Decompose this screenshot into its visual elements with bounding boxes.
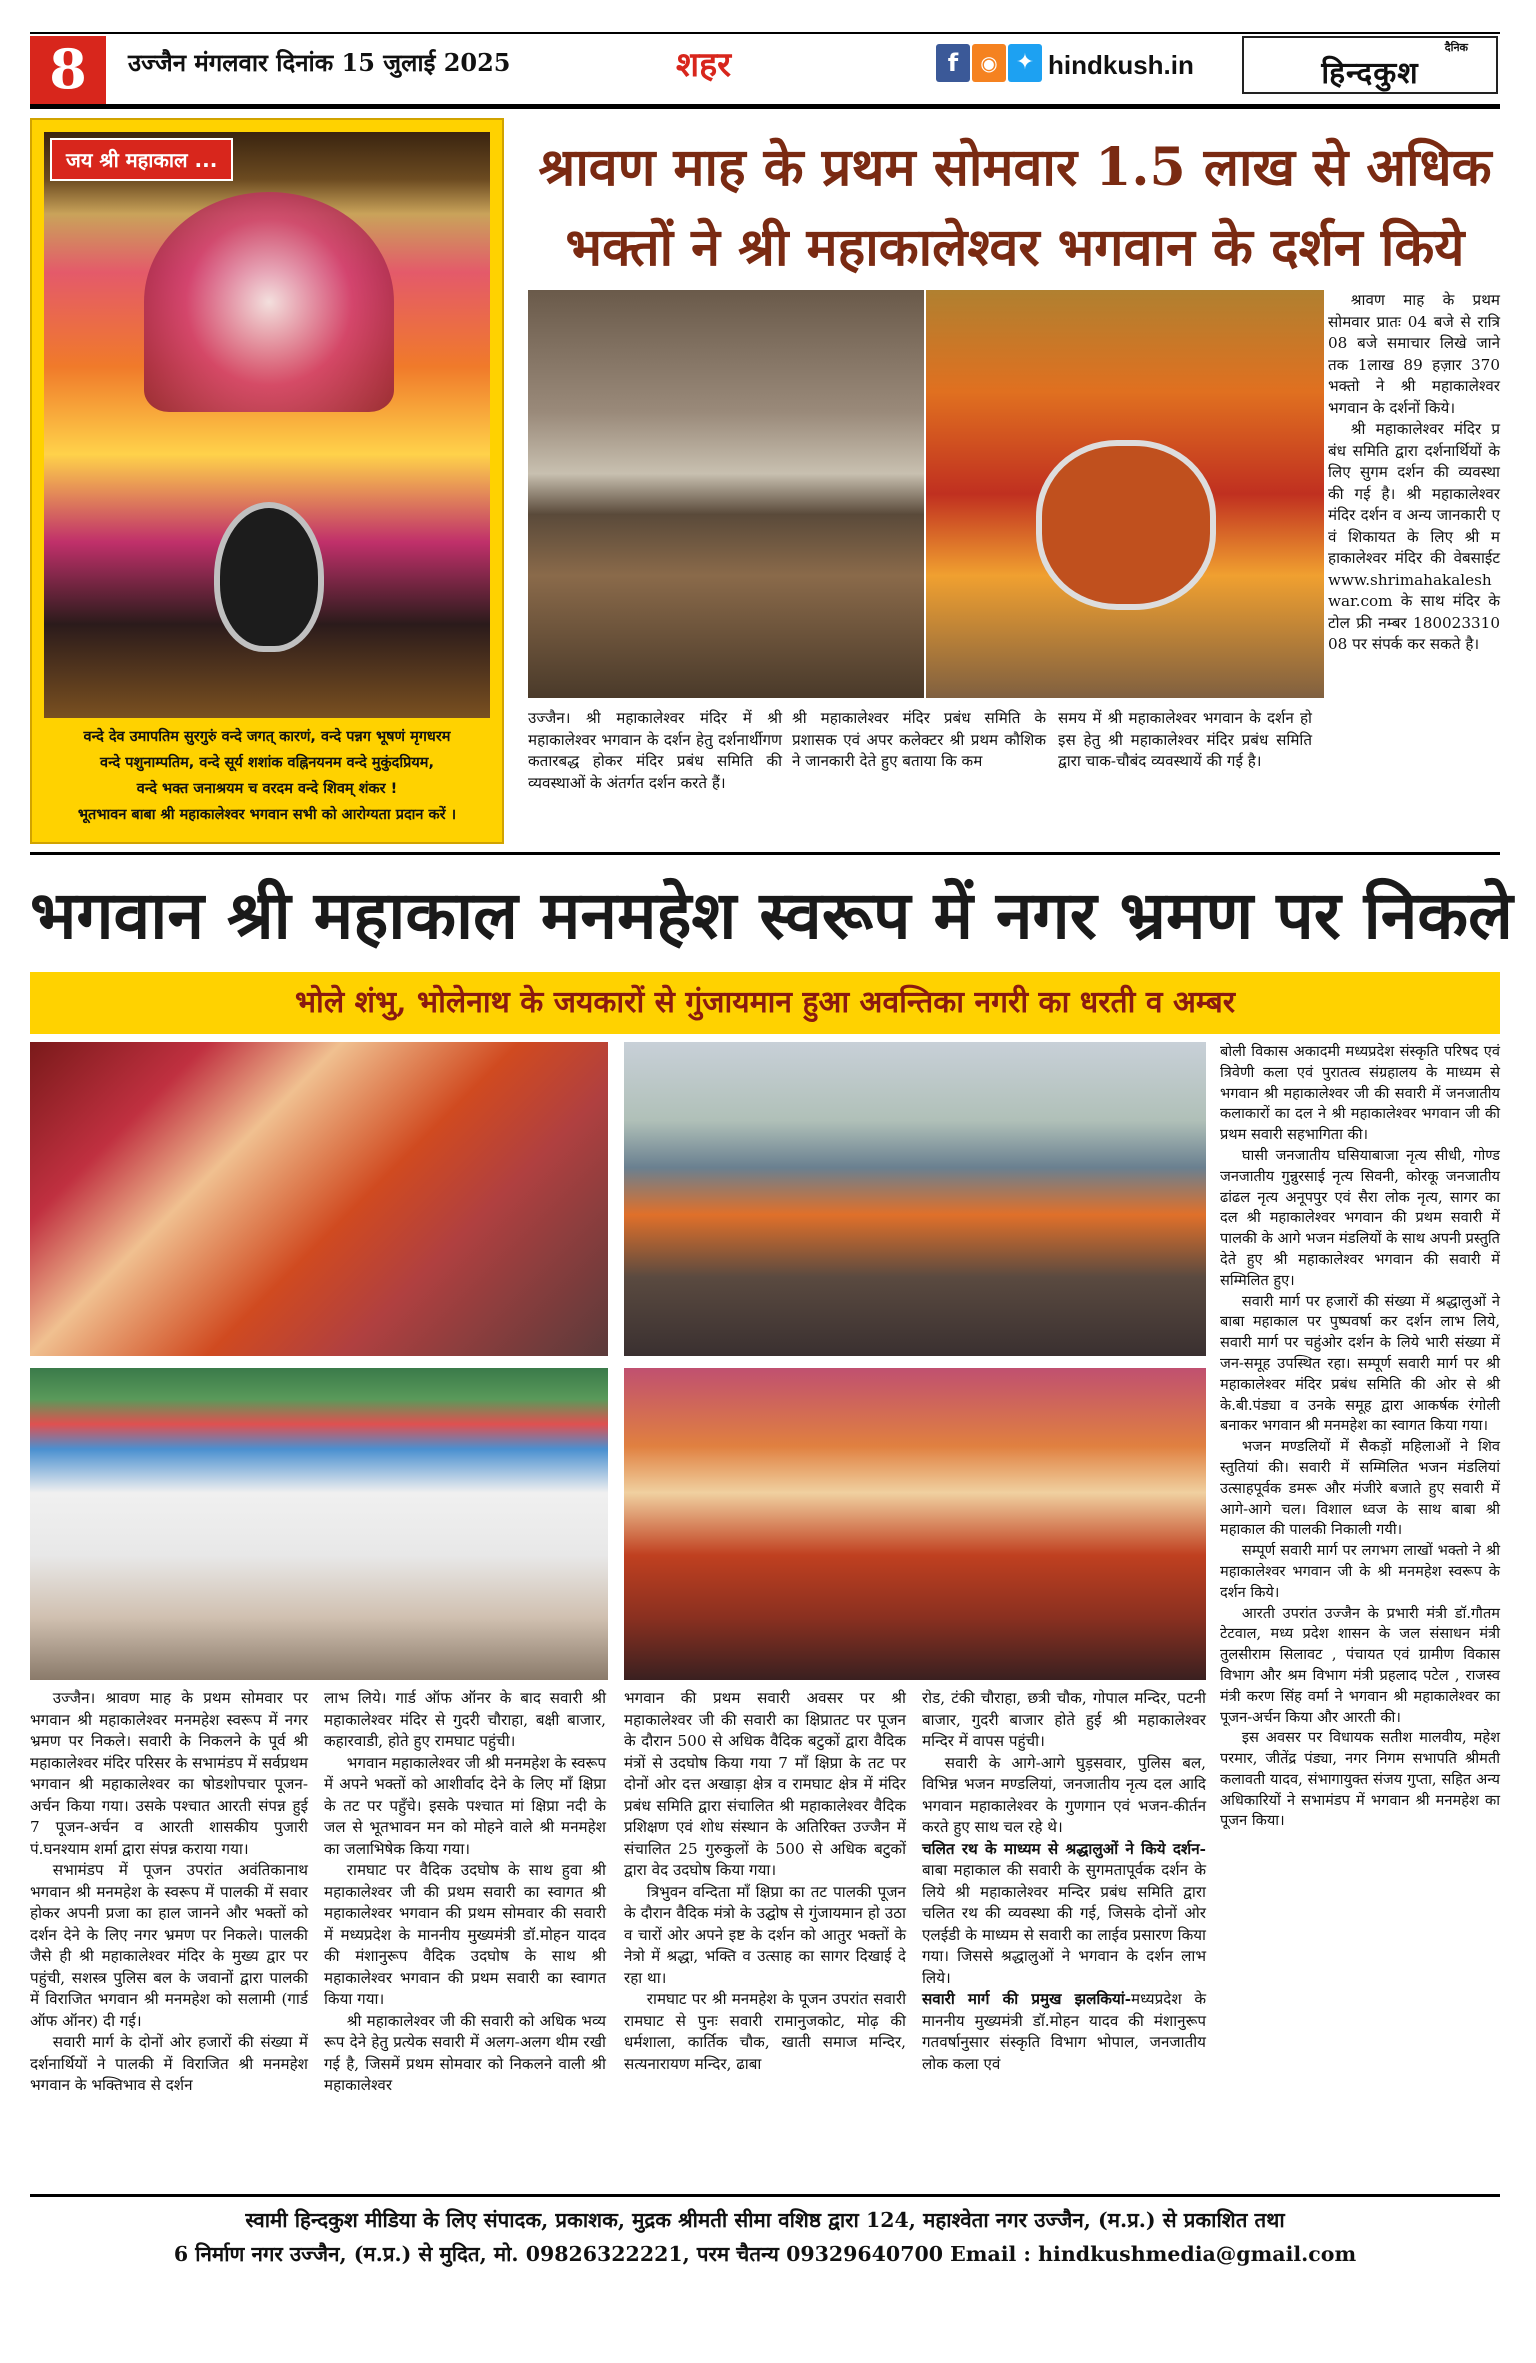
headline-line: श्रावण माह के प्रथम सोमवार 1.5 लाख से अधिक: [538, 137, 1492, 198]
story2-column: [922, 1688, 1206, 2075]
paragraph: [922, 1839, 1206, 1990]
photo-caption: [44, 724, 490, 828]
imprint-line: स्वामी हिन्दकुश मीडिया के लिए संपादक, प्रकाशक, मुद्रक श्रीमती सीमा वशिष्ठ द्वारा 124, महाश्वेता नगर उज्जैन, (म.प्र.) से प्रकाशित तथा: [245, 2208, 1285, 2232]
paragraph: भगवान की प्रथम सवारी अवसर पर श्री महाकालेश्वर जी की सवारी का क्षिप्रातट पर पूजन के दौरान 500 से अधिक वैदिक बटुकों द्वारा वैदिक मंत्रों से उदघोष किया गया 7 माँ क्षिप्रा के तट पर दोनों ओर दत्त अखाड़ा क्षेत्र व रामघाट क्षेत्र में मंदिर प्रबंध समिति द्वारा संचालित श्री महाकालेश्वर वैदिक प्रशिक्षण एवं शोध संस्थान के अतिरिक्त उज्जैन में संचालित 25 गुरुकुलों के 500 से अधिक बटुकों द्वारा वेद उदघोष किया गया।: [624, 1689, 906, 1879]
section-title: शहर: [676, 45, 732, 85]
caption-line: वन्दे पशुनाम्पतिम, वन्दे सूर्य शशांक वह्निनयनम वन्दे मुकुंदप्रियम,: [100, 755, 434, 771]
headline-line: भक्तों ने श्री महाकालेश्वर भगवान के दर्शन किये: [565, 217, 1465, 278]
story2-headline: भगवान श्री महाकाल मनमहेश स्वरूप में नगर भ्रमण पर निकले: [30, 876, 1513, 954]
jai-shri-mahakal-badge: जय श्री महाकाल ...: [50, 138, 233, 181]
paragraph-text: बाबा महाकाल की सवारी के सुगमतापूर्वक दर्शन के लिये श्री महाकालेश्वर मन्दिर प्रबंध समिति द्वारा चलित रथ की व्यवस्था की गई, जिसके दोनों ओर एलईडी के माध्यम से सवारी का लाईव प्रसारण किया गया। जिससे श्रद्धालुओं ने भगवान के दर्शन लाभ लिये।: [922, 1861, 1206, 1987]
deity-face: [1036, 440, 1216, 610]
dateline: उज्जैन मंगलवार दिनांक 15 जुलाई 2025: [128, 48, 511, 77]
story1-column: समय में श्री महाकालेश्वर भगवान के दर्शन हो इस हेतु श्री महाकालेश्वर मंदिर प्रबंध समिति द्वारा चाक-चौबंद व्यवस्थायें की गई है।: [1058, 709, 1312, 770]
paragraph: सवारी के आगे-आगे घुड़सवार, पुलिस बल, विभिन्न भजन मण्डलियां, जनजातीय नृत्य दल आदि भगवान महाकालेश्वर के गुणगान एवं भजन-कीर्तन करते हुए साथ चल रहे थे।: [922, 1753, 1206, 1836]
page-number: 8: [30, 36, 106, 104]
story2-subheadline: भोले शंभु, भोलेनाथ के जयकारों से गुंजायमान हुआ अवन्तिका नगरी का धरती व अम्बर: [30, 972, 1500, 1034]
twitter-icon[interactable]: ✦: [1008, 44, 1042, 82]
paragraph: श्री महाकालेश्वर मंदिर प्रबंध समिति द्वारा दर्शनार्थियों के लिए सुगम दर्शन की व्यवस्था की गई है। श्री महाकालेश्वर मंदिर दर्शन व अन्य जानकारी एवं शिकायत के लिए श्री महाकालेश्वर मंदिर की वेबसाईट www.shrimahakaleshwar.com के साथ मंदिर के टोल फ्री नम्बर 18002331008 पर संपर्क कर सकते है।: [1328, 420, 1500, 653]
story2-column: [324, 1688, 606, 2097]
logo-text: हिन्दकुश: [1321, 56, 1419, 91]
caption-line: वन्दे देव उमापतिम सुरगुरुं वन्दे जगत् कारणं, वन्दे पन्नग भूषणं मृगधरम: [83, 729, 451, 745]
header-rule: [30, 104, 1500, 109]
paragraph: भजन मण्डलियों में सैकड़ों महिलाओं ने शिव स्तुतियां की। सवारी में सम्मिलित भजन मंडलियां उत्साहपूर्वक डमरू और मंजीरे बजाते हुए सवारी में आगे-आगे चल। विशाल ध्वज के साथ बाबा श्री महाकाल की पालकी निकाली गयी।: [1220, 1438, 1500, 1539]
paragraph: त्रिभुवन वन्दिता माँ क्षिप्रा का तट पालकी पूजन के दौरान वैदिक मंत्रो के उद्घोष से गुंजायमान हो उठा व चारों ओर अपने इष्ट के दर्शन को आतुर भक्तों के नेत्रो में श्रद्धा, भक्ति व उत्साह का सागर दिखाई दे रहा था।: [624, 1882, 906, 1987]
paragraph: सवारी मार्ग पर हजारों की संख्या में श्रद्धालुओं ने बाबा महाकाल पर पुष्पवर्षा कर दर्शन लाभ लिये, सवारी मार्ग पर चहुंओर दर्शन के लिये भारी संख्या में जन-समूह उपस्थित रहा। सम्पूर्ण सवारी मार्ग पर श्री महाकालेश्वर मंदिर प्रबंध समिति की ओर से श्री के.बी.पंड्या व उनके समूह द्वारा आकर्षक रंगोली बनाकर भगवान श्री मनमहेश का स्वागत किया गया।: [1220, 1292, 1500, 1435]
story1-headline: [530, 128, 1500, 288]
story2-column: [624, 1688, 906, 2075]
story1-column: श्री महाकालेश्वर मंदिर प्रबंध समिति के प्रशासक एवं अपर कलेक्टर श्री प्रथम कौशिक ने जानकारी देते हुए बताया कि कम: [792, 709, 1046, 770]
paragraph: रोड, टंकी चौराहा, छत्री चौक, गोपाल मन्दिर, पटनी बाजार, गुदरी बाजार होते हुई श्री महाकालेश्वर मन्दिर में वापस पहुंची।: [922, 1689, 1206, 1750]
palki-pujan-photo: [30, 1042, 608, 1356]
caption-line: वन्दे भक्त जनाश्रयम च वरदम वन्दे शिवम् शंकर !: [136, 781, 398, 797]
paragraph: लाभ लिये। गार्ड ऑफ ऑनर के बाद सवारी श्री महाकालेश्वर मंदिर से गुदरी चौराहा, बक्षी बाजार, कहारवाडी, होते हुए रामघाट पहुंची।: [324, 1689, 606, 1750]
paragraph: उज्जैन। श्रावण माह के प्रथम सोमवार पर भगवान श्री महाकालेश्वर मनमहेश स्वरूप में नगर भ्रमण पर निकले। सवारी के निकलने के पूर्व श्री महाकालेश्वर मंदिर परिसर के सभामंडप में सर्वप्रथम भगवान श्री महाकालेश्वर का षोडशोपचार पूजन-अर्चन किया गया। उसके पश्चात आरती संपन्न हुई 7 पूजन-अर्चन व आरती शासकीय पुजारी पं.घनश्याम शर्मा द्वारा संपन्न कराया गया।: [30, 1689, 308, 1858]
subhead: चलित रथ के माध्यम से श्रद्धालुओं ने किये दर्शन-: [922, 1839, 1206, 1858]
paragraph: घासी जनजातीय घसियाबाजा नृत्य सीधी, गोण्ड जनजातीय गुन्नुरसाई नृत्य सिवनी, कोरकू जनजातीय ढांढल नृत्य अनूपपुर एवं सैरा लोक नृत्य, सागर का दल श्री महाकालेश्वर भगवान की प्रथम सवारी में पालकी के आगे भजन मंडलियों के साथ अपनी प्रस्तुति देते हुए श्री महाकालेश्वर भगवान की सवारी में सम्मिलित हुए।: [1220, 1146, 1500, 1289]
paragraph: श्रावण माह के प्रथम सोमवार प्रातः 04 बजे से रात्रि 08 बजे समाचार लिखे जाने तक 1लाख 89 हज़ार 370 भक्तो ने श्री महाकालेश्वर भगवान के दर्शनों किये।: [1328, 291, 1500, 417]
paragraph: इस अवसर पर विधायक सतीश मालवीय, महेश परमार, जीतेंद्र पंड्या, नगर निगम सभापति श्रीमती कलावती यादव, संभागायुक्त संजय गुप्ता, सहित अन्य अधिकारियों ने सभामंडप में भगवान श्री मनमहेश का पूजन किया।: [1220, 1729, 1500, 1830]
story1-side-column: [1328, 290, 1500, 656]
paragraph: बोली विकास अकादमी मध्यप्रदेश संस्कृति परिषद एवं त्रिवेणी कला एवं पुरातत्व संग्रहालय के माध्यम से भगवान श्री महाकालेश्वर जी की सवारी में जनजातीय कलाकारों का दल ने श्री महाकालेश्वर भगवान जी की प्रथम सवारी सहभागिता की।: [1220, 1043, 1500, 1144]
masthead-logo: [1242, 36, 1498, 94]
paragraph: रामघाट पर वैदिक उदघोष के साथ हुवा श्री महाकालेश्वर जी की प्रथम सवारी का स्वागत श्री महाकालेश्वर भगवान की प्रथम सोमवार की सवारी में मध्यप्रदेश के माननीय मुख्यमंत्री डॉ.मोहन यादव की मंशानुरूप वैदिक उदघोष के साथ श्री महाकालेश्वर भगवान की प्रथम सवारी का स्वागत किया गया।: [324, 1861, 606, 2008]
logo-small-text: दैनिक: [1444, 41, 1468, 54]
subhead: सवारी मार्ग की प्रमुख झलकियां-: [922, 1990, 1132, 2008]
caption-line: भूतभावन बाबा श्री महाकालेश्वर भगवान सभी को आरोग्यता प्रदान करें ।: [77, 807, 457, 823]
imprint-line: 6 निर्माण नगर उज्जैन, (म.प्र.) से मुदित, मो. 09826322221, परम चैतन्य 09329640700 Email : hindkushmedia@gmail.com: [173, 2242, 1357, 2266]
deity-closeup-photo: [926, 290, 1324, 698]
paragraph: श्री महाकालेश्वर जी की सवारी को अधिक भव्य रूप देने हेतु प्रत्येक सवारी में अलग-अलग थीम रखी गई है, जिसमें प्रथम सोमवार को निकलने वाली श्री महाकालेश्वर: [324, 2011, 606, 2094]
paragraph-text: मध्यप्रदेश के माननीय मुख्यमंत्री डॉ.मोहन यादव की मंशानुरूप गतवर्षानुसार संस्कृति विभाग भोपाल, जनजातीय लोक कला एवं: [922, 1990, 1206, 2073]
paragraph: सभामंडप में पूजन उपरांत अवंतिकानाथ भगवान श्री मनमहेश के स्वरूप में पालकी में सवार होकर अपनी प्रजा का हाल जानने और भक्तों को दर्शन देने के लिए नगर भ्रमण पर निकले। पालकी जैसे ही श्री महाकालेश्वर मंदिर के मुख्य द्वार पर पहुंची, सशस्त्र पुलिस बल के जवानों द्वारा पालकी में विराजित भगवान श्री मनमहेश को सलामी (गार्ड ऑफ ऑनर) दी गई।: [30, 1861, 308, 2030]
story2-column: [30, 1688, 308, 2097]
rss-icon[interactable]: ◉: [972, 44, 1006, 82]
paragraph: रामघाट पर श्री मनमहेश के पूजन उपरांत सवारी रामघाट से पुनः सवारी रामानुजकोट, मोढ़ की धर्मशाला, कार्तिक चौक, खाती समाज मन्दिर, सत्यनारायण मन्दिर, ढाबा: [624, 1990, 906, 2073]
paragraph: भगवान महाकालेश्वर जी श्री मनमहेश के स्वरूप में अपने भक्तों को आशीर्वाद देने के लिए माँ क्षिप्रा के तट पर पहुँचे। इसके पश्चात मां क्षिप्रा नदी के जल से भूतभावन मन को मोहने वाले श्री मनमहेश का जलाभिषेक किया गया।: [324, 1753, 606, 1858]
story2-side-column: [1220, 1042, 1500, 1832]
website-link[interactable]: hindkush.in: [1048, 50, 1194, 80]
paragraph: सम्पूर्ण सवारी मार्ग पर लगभग लाखों भक्तो ने श्री महाकालेश्वर भगवान जी के श्री मनमहेश स्वरूप के दर्शन किये।: [1220, 1542, 1500, 1601]
story1-column: उज्जैन। श्री महाकालेश्वर मंदिर में श्री महाकालेश्वर भगवान के दर्शन हेतु दर्शनार्थीगण कतारबद्ध होकर मंदिर प्रबंध समिति की व्यवस्थाओं के अंतर्गत दर्शन करते हैं।: [528, 709, 782, 792]
paragraph: [922, 1989, 1206, 2075]
deity-face: [214, 502, 324, 652]
ramghat-crowd-photo: [624, 1042, 1206, 1356]
top-rule: [30, 32, 1500, 34]
paragraph: आरती उपरांत उज्जैन के प्रभारी मंत्री डॉ.गौतम टेटवाल, मध्य प्रदेश शासन के जल संसाधन मंत्री तुलसीराम सिलावट , पंचायत एवं ग्रामीण विकास विभाग और श्रम विभाग मंत्री प्रहलाद पटेल , राजस्व मंत्री करण सिंह वर्मा ने भगवान श्री महाकालेश्वर का पूजन-अर्चन किया और आरती की।: [1220, 1604, 1500, 1726]
palki-procession-photo: [624, 1368, 1206, 1680]
vedic-batuk-photo: [30, 1368, 608, 1680]
facebook-icon[interactable]: f: [936, 44, 970, 82]
temple-queue-photo: [528, 290, 924, 698]
paragraph: सवारी मार्ग के दोनों ओर हजारों की संख्या में दर्शनार्थियों ने पालकी में विराजित श्री मनमहेश भगवान के भक्तिभाव से दर्शन: [30, 2033, 308, 2094]
story-separator: [30, 852, 1500, 855]
deity-photo-box: [30, 118, 504, 844]
mahakal-shringar-photo: [44, 132, 490, 718]
imprint-footer: [30, 2194, 1500, 2271]
flower-canopy: [144, 192, 394, 412]
